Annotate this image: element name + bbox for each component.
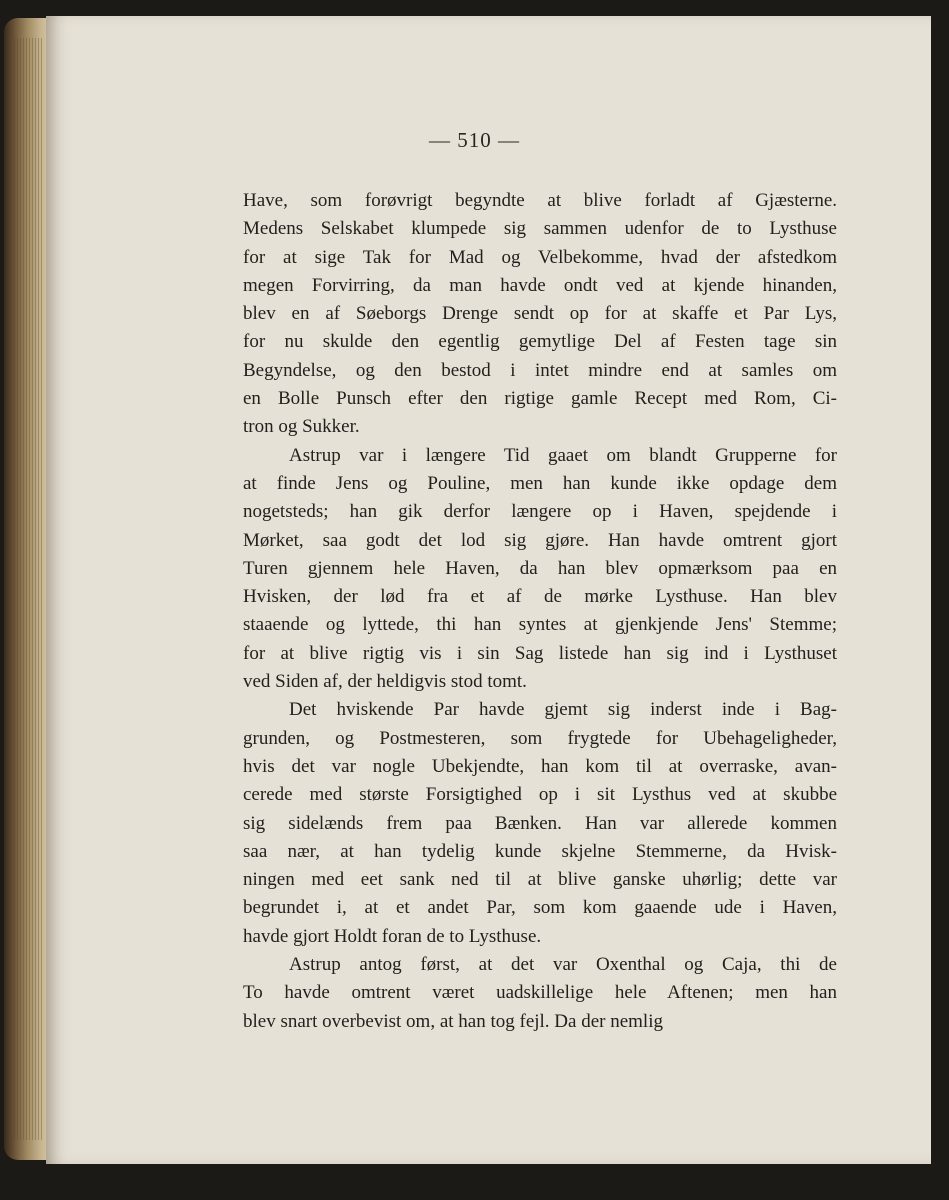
text-line: To havde omtrent været uadskillelige hele Aftenen; men han (243, 982, 837, 1004)
text-line: havde gjort Holdt foran de to Lysthuse. (243, 925, 542, 947)
text-line: for at blive rigtig vis i sin Sag listede han sig ind i Lysthuset (243, 642, 837, 664)
page-number: — 510 — (429, 128, 520, 152)
paragraph-p1 (243, 187, 837, 442)
text-line: staaende og lyttede, thi han syntes at gjenkjende Jens' Stemme; (243, 614, 837, 636)
text-line: at finde Jens og Pouline, men han kunde ikke opdage dem (243, 472, 837, 494)
text-line: Hvisken, der lød fra et af de mørke Lysthuse. Han blev (243, 586, 837, 608)
text-line: en Bolle Punsch efter den rigtige gamle Recept med Rom, Ci- (243, 388, 837, 410)
paragraph-p3 (243, 696, 837, 951)
paragraph-p2 (243, 442, 837, 697)
text-line: cerede med største Forsigtighed op i sit Lysthus ved at skubbe (243, 784, 837, 806)
text-line: hvis det var nogle Ubekjendte, han kom til at overraske, avan- (243, 755, 837, 777)
text-line: grunden, og Postmesteren, som frygtede for Ubehageligheder, (243, 727, 837, 749)
text-line: Det hviskende Par havde gjemt sig inderst inde i Bag- (289, 699, 837, 721)
body-text (243, 187, 837, 1036)
text-line: Astrup var i længere Tid gaaet om blandt Grupperne for (289, 444, 837, 466)
text-line: begrundet i, at et andet Par, som kom gaaende ude i Haven, (243, 897, 837, 919)
text-line: Turen gjennem hele Haven, da han blev opmærksom paa en (243, 557, 837, 579)
text-line: saa nær, at han tydelig kunde skjelne Stemmerne, da Hvisk- (243, 840, 837, 862)
text-line: Astrup antog først, at det var Oxenthal og Caja, thi de (289, 954, 837, 976)
text-line: blev en af Søeborgs Drenge sendt op for at skaffe et Par Lys, (243, 303, 837, 325)
text-line: ningen med eet sank ned til at blive ganske uhørlig; dette var (243, 869, 837, 891)
scan-background-right (931, 0, 949, 1200)
text-line: Mørket, saa godt det lod sig gjøre. Han havde omtrent gjort (243, 529, 837, 551)
text-line: for nu skulde den egentlig gemytlige Del af Festen tage sin (243, 331, 837, 353)
text-line: tron og Sukker. (243, 416, 360, 438)
text-line: sig sidelænds frem paa Bænken. Han var allerede kommen (243, 812, 837, 834)
text-line: nogetsteds; han gik derfor længere op i Haven, spejdende i (243, 501, 837, 523)
text-line: Have, som forøvrigt begyndte at blive forladt af Gjæsterne. (243, 190, 837, 211)
text-line: Begyndelse, og den bestod i intet mindre end at samles om (243, 359, 837, 381)
text-line: ved Siden af, der heldigvis stod tomt. (243, 671, 527, 693)
text-line: Medens Selskabet klumpede sig sammen udenfor de to Lysthuse (243, 218, 837, 240)
text-line: megen Forvirring, da man havde ondt ved at kjende hinanden, (243, 274, 837, 296)
paragraph-p4 (243, 951, 837, 1036)
text-line: for at sige Tak for Mad og Velbekomme, hvad der afstedkom (243, 246, 837, 268)
text-line: blev snart overbevist om, at han tog fejl. Da der nemlig (243, 1010, 663, 1032)
